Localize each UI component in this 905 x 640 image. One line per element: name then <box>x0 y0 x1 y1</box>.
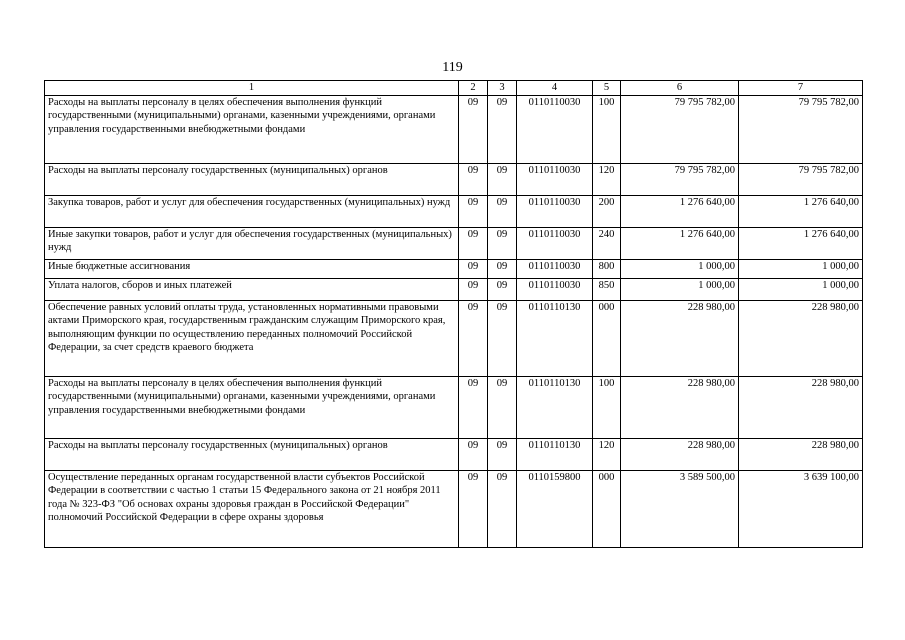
row-amount-2: 79 795 782,00 <box>739 164 863 196</box>
row-expense-type: 000 <box>593 301 621 377</box>
row-section: 09 <box>459 279 488 301</box>
header-col-1: 1 <box>45 81 459 96</box>
row-section: 09 <box>459 301 488 377</box>
row-amount-1: 228 980,00 <box>621 377 739 439</box>
row-name: Осуществление переданных органам государственной власти субъектов Российской Федерации в соответствии с частью 1 статьи 15 Федерального закона от 21 ноября 2011 года № 323-ФЗ "Об основах охраны здоровья граждан в Российской Федерации" полномочий Российской Федерации в сфере охраны здоровья <box>45 471 459 548</box>
row-subsection: 09 <box>488 196 517 228</box>
row-subsection: 09 <box>488 471 517 548</box>
row-name: Расходы на выплаты персоналу государственных (муниципальных) органов <box>45 439 459 471</box>
table-row <box>45 471 863 548</box>
header-col-5: 5 <box>593 81 621 96</box>
row-name: Уплата налогов, сборов и иных платежей <box>45 279 459 301</box>
row-expense-type: 800 <box>593 260 621 279</box>
table-row <box>45 260 863 279</box>
row-subsection: 09 <box>488 439 517 471</box>
table-row <box>45 301 863 377</box>
row-name: Обеспечение равных условий оплаты труда, установленных нормативными правовыми актами Приморского края, государственным гражданским служащим Приморского края, выполняющим функции по осуществлению переданных полномочий Российской Федерации, за счет средств краевого бюджета <box>45 301 459 377</box>
row-target-code: 0110110130 <box>517 301 593 377</box>
row-amount-1: 1 000,00 <box>621 260 739 279</box>
row-subsection: 09 <box>488 164 517 196</box>
row-name: Расходы на выплаты персоналу в целях обеспечения выполнения функций государственными (муниципальными) органами, казенными учреждениями, органами управления государственными внебюджетными фондами <box>45 96 459 164</box>
row-amount-1: 1 000,00 <box>621 279 739 301</box>
row-amount-1: 1 276 640,00 <box>621 196 739 228</box>
header-col-4: 4 <box>517 81 593 96</box>
row-target-code: 0110110030 <box>517 164 593 196</box>
row-section: 09 <box>459 471 488 548</box>
header-col-6: 6 <box>621 81 739 96</box>
row-expense-type: 120 <box>593 164 621 196</box>
row-amount-2: 1 276 640,00 <box>739 196 863 228</box>
row-target-code: 0110159800 <box>517 471 593 548</box>
table-row <box>45 279 863 301</box>
row-section: 09 <box>459 260 488 279</box>
row-section: 09 <box>459 196 488 228</box>
row-expense-type: 120 <box>593 439 621 471</box>
row-name: Расходы на выплаты персоналу в целях обеспечения выполнения функций государственными (муниципальными) органами, казенными учреждениями, органами управления государственными внебюджетными фондами <box>45 377 459 439</box>
header-row <box>45 81 863 96</box>
table-row <box>45 96 863 164</box>
table-row <box>45 228 863 260</box>
row-target-code: 0110110030 <box>517 96 593 164</box>
header-col-7: 7 <box>739 81 863 96</box>
row-amount-2: 228 980,00 <box>739 439 863 471</box>
row-amount-2: 3 639 100,00 <box>739 471 863 548</box>
table-row <box>45 439 863 471</box>
row-amount-1: 228 980,00 <box>621 301 739 377</box>
row-section: 09 <box>459 228 488 260</box>
row-name: Иные закупки товаров, работ и услуг для обеспечения государственных (муниципальных) нужд <box>45 228 459 260</box>
row-subsection: 09 <box>488 228 517 260</box>
row-expense-type: 000 <box>593 471 621 548</box>
row-amount-2: 79 795 782,00 <box>739 96 863 164</box>
row-name: Иные бюджетные ассигнования <box>45 260 459 279</box>
row-target-code: 0110110130 <box>517 377 593 439</box>
table-row <box>45 164 863 196</box>
row-subsection: 09 <box>488 301 517 377</box>
row-target-code: 0110110030 <box>517 228 593 260</box>
row-section: 09 <box>459 164 488 196</box>
row-amount-1: 3 589 500,00 <box>621 471 739 548</box>
row-amount-2: 1 276 640,00 <box>739 228 863 260</box>
row-subsection: 09 <box>488 260 517 279</box>
row-target-code: 0110110030 <box>517 279 593 301</box>
row-expense-type: 100 <box>593 96 621 164</box>
row-amount-2: 228 980,00 <box>739 377 863 439</box>
page-number: 119 <box>442 60 463 75</box>
row-name: Расходы на выплаты персоналу государственных (муниципальных) органов <box>45 164 459 196</box>
header-col-2: 2 <box>459 81 488 96</box>
row-amount-1: 79 795 782,00 <box>621 96 739 164</box>
row-amount-2: 228 980,00 <box>739 301 863 377</box>
row-expense-type: 200 <box>593 196 621 228</box>
row-section: 09 <box>459 439 488 471</box>
row-amount-1: 79 795 782,00 <box>621 164 739 196</box>
row-amount-2: 1 000,00 <box>739 279 863 301</box>
row-expense-type: 100 <box>593 377 621 439</box>
row-amount-1: 228 980,00 <box>621 439 739 471</box>
row-section: 09 <box>459 377 488 439</box>
budget-table <box>44 80 863 548</box>
row-expense-type: 240 <box>593 228 621 260</box>
table-row <box>45 377 863 439</box>
row-name: Закупка товаров, работ и услуг для обеспечения государственных (муниципальных) нужд <box>45 196 459 228</box>
row-subsection: 09 <box>488 279 517 301</box>
row-section: 09 <box>459 96 488 164</box>
row-subsection: 09 <box>488 96 517 164</box>
row-amount-2: 1 000,00 <box>739 260 863 279</box>
row-amount-1: 1 276 640,00 <box>621 228 739 260</box>
row-subsection: 09 <box>488 377 517 439</box>
row-target-code: 0110110130 <box>517 439 593 471</box>
header-col-3: 3 <box>488 81 517 96</box>
row-target-code: 0110110030 <box>517 196 593 228</box>
row-expense-type: 850 <box>593 279 621 301</box>
row-target-code: 0110110030 <box>517 260 593 279</box>
table-row <box>45 196 863 228</box>
